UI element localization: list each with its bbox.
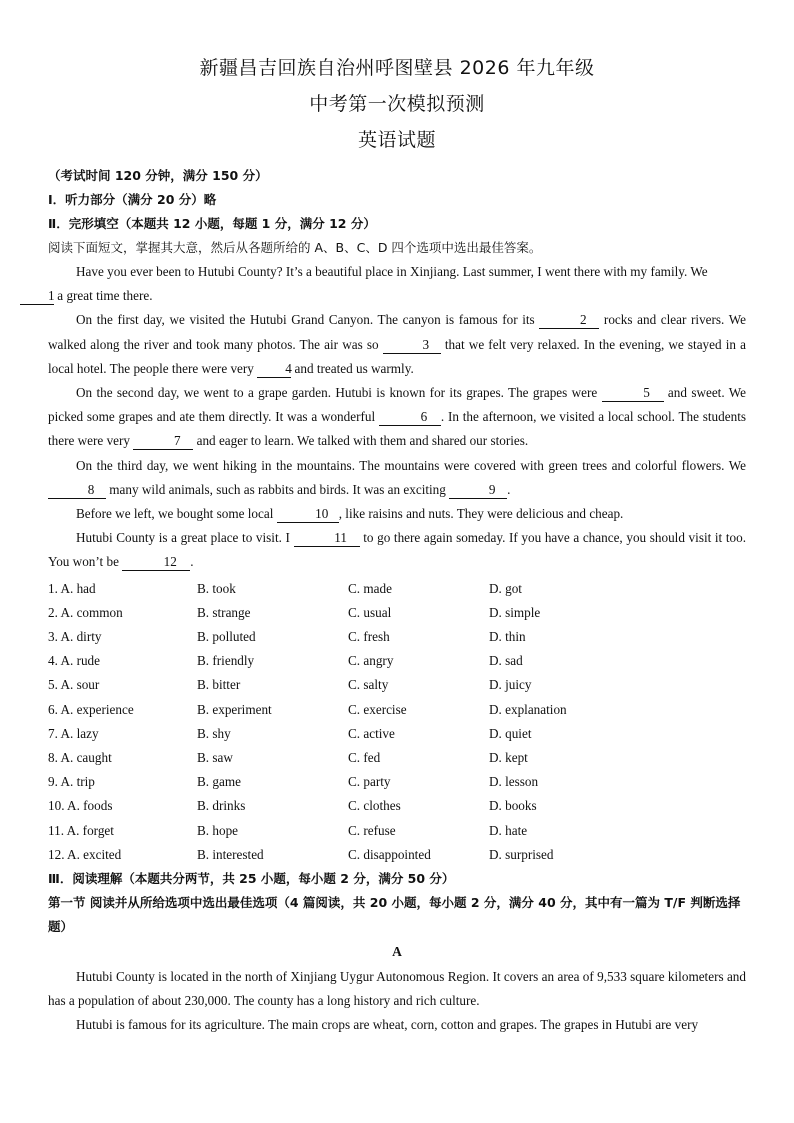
option-a[interactable]: 9. A. trip bbox=[48, 774, 95, 790]
passage-text: and treated us warmly. bbox=[291, 360, 414, 376]
exam-title-line1: 新疆昌吉回族自治州呼图壁县 2026 年九年级 bbox=[199, 57, 595, 79]
option-b[interactable]: B. friendly bbox=[197, 653, 255, 669]
option-d[interactable]: D. simple bbox=[489, 604, 541, 620]
passage-paragraph bbox=[48, 260, 746, 308]
option-b[interactable]: B. experiment bbox=[197, 701, 272, 717]
blank-11: 11 bbox=[294, 530, 360, 547]
option-a[interactable]: 11. A. forget bbox=[48, 822, 114, 838]
option-d[interactable]: D. thin bbox=[489, 629, 526, 645]
option-a[interactable]: 3. A. dirty bbox=[48, 629, 102, 645]
option-row bbox=[48, 673, 746, 697]
blank-2: 2 bbox=[539, 312, 599, 329]
option-b[interactable]: B. polluted bbox=[197, 629, 256, 645]
option-row bbox=[48, 819, 746, 843]
option-c[interactable]: C. party bbox=[348, 774, 391, 790]
part2-instruction: 阅读下面短文，掌握其大意，然后从各题所给的 A、B、C、D 四个选项中选出最佳答案。 bbox=[48, 240, 542, 255]
blank-1: 1 bbox=[20, 288, 54, 305]
blank-3: 3 bbox=[383, 337, 441, 354]
option-row bbox=[48, 746, 746, 770]
blank-7: 7 bbox=[133, 433, 193, 450]
part2-heading: Ⅱ．完形填空（本题共 12 小题，每题 1 分，满分 12 分） bbox=[48, 216, 376, 231]
passage-paragraph bbox=[48, 454, 746, 502]
option-row bbox=[48, 722, 746, 746]
option-a[interactable]: 4. A. rude bbox=[48, 653, 101, 669]
option-d[interactable]: D. kept bbox=[489, 750, 528, 766]
passage-text: . bbox=[190, 554, 194, 570]
blank-8: 8 bbox=[48, 482, 106, 499]
blank-6: 6 bbox=[379, 409, 441, 426]
blank-5: 5 bbox=[602, 385, 664, 402]
passage-text: , like raisins and nuts. They were delicious and cheap. bbox=[338, 506, 624, 522]
part1-heading: Ⅰ．听力部分（满分 20 分）略 bbox=[48, 192, 217, 207]
option-row bbox=[48, 601, 746, 625]
option-c[interactable]: C. salty bbox=[348, 677, 389, 693]
option-d[interactable]: D. surprised bbox=[489, 846, 554, 862]
option-a[interactable]: 2. A. common bbox=[48, 604, 123, 620]
option-a[interactable]: 10. A. foods bbox=[48, 798, 113, 814]
option-row bbox=[48, 794, 746, 818]
passage-text: and eager to learn. We talked with them and shared our stories. bbox=[193, 433, 529, 449]
option-b[interactable]: B. hope bbox=[197, 822, 239, 838]
passage-text: Have you ever been to Hutubi County? It’s a beautiful place in Xinjiang. Last summer, I went there with my family. We bbox=[76, 264, 708, 279]
option-d[interactable]: D. books bbox=[489, 798, 537, 814]
option-c[interactable]: C. usual bbox=[348, 604, 392, 620]
passage-text: On the second day, we went to a grape garden. Hutubi is known for its grapes. The grapes were bbox=[76, 385, 602, 401]
passage-text: to go there again someday. If you have a chance, you should visit it too. You won’t be bbox=[48, 530, 746, 570]
option-d[interactable]: D. lesson bbox=[489, 774, 539, 790]
passage-paragraph bbox=[48, 526, 746, 574]
option-b[interactable]: B. game bbox=[197, 774, 241, 790]
cloze-passage bbox=[48, 260, 746, 575]
option-row bbox=[48, 770, 746, 794]
option-b[interactable]: B. took bbox=[197, 580, 236, 596]
exam-title-line3: 英语试题 bbox=[357, 129, 436, 151]
passage-text: Before we left, we bought some local bbox=[76, 506, 277, 522]
option-c[interactable]: C. refuse bbox=[348, 822, 396, 838]
cloze-options bbox=[48, 577, 746, 867]
reading-a-paragraph-1: Hutubi County is located in the north of Xinjiang Uygur Autonomous Region. It covers an area of 9,533 square kilometers and has a population of about 230,000. The county has a long history and rich culture. bbox=[48, 969, 746, 1009]
passage-text: Hutubi County is a great place to visit. I bbox=[76, 530, 294, 546]
exam-page bbox=[48, 50, 746, 1038]
passage-text: On the first day, we visited the Hutubi Grand Canyon. The canyon is famous for its bbox=[76, 312, 540, 328]
option-c[interactable]: C. angry bbox=[348, 653, 394, 669]
option-c[interactable]: C. fed bbox=[348, 750, 381, 766]
option-row bbox=[48, 625, 746, 649]
option-row bbox=[48, 698, 746, 722]
passage-paragraph bbox=[48, 308, 746, 381]
passage-text: and sweet. We picked some grapes and ate them directly. It was a wonderful bbox=[48, 385, 746, 425]
reading-a-label: A bbox=[392, 944, 402, 960]
option-c[interactable]: C. made bbox=[348, 580, 392, 596]
option-a[interactable]: 8. A. caught bbox=[48, 750, 112, 766]
option-c[interactable]: C. clothes bbox=[348, 798, 401, 814]
passage-paragraph bbox=[48, 381, 746, 454]
option-a[interactable]: 5. A. sour bbox=[48, 677, 100, 693]
exam-title-line2: 中考第一次模拟预测 bbox=[309, 93, 485, 115]
blank-4: 4 bbox=[257, 361, 291, 378]
option-d[interactable]: D. sad bbox=[489, 653, 523, 669]
passage-text: . In the afternoon, we visited a local school. The students there were very bbox=[48, 409, 746, 449]
option-b[interactable]: B. shy bbox=[197, 725, 231, 741]
blank-12: 12 bbox=[122, 554, 190, 571]
option-a[interactable]: 1. A. had bbox=[48, 580, 96, 596]
option-row bbox=[48, 577, 746, 601]
option-b[interactable]: B. saw bbox=[197, 750, 233, 766]
passage-text: many wild animals, such as rabbits and birds. It was an exciting bbox=[106, 481, 450, 497]
blank-10: 10 bbox=[277, 506, 339, 523]
passage-text: that we felt very relaxed. In the evening, we stayed in a local hotel. The people there were very bbox=[48, 336, 746, 376]
passage-paragraph bbox=[48, 502, 746, 526]
option-c[interactable]: C. exercise bbox=[348, 701, 407, 717]
passage-text: a great time there. bbox=[54, 288, 153, 304]
part3-heading: Ⅲ．阅读理解（本题共分两节，共 25 小题，每小题 2 分，满分 50 分） bbox=[48, 871, 455, 887]
option-b[interactable]: B. bitter bbox=[197, 677, 241, 693]
option-b[interactable]: B. strange bbox=[197, 604, 251, 620]
option-row bbox=[48, 843, 746, 867]
exam-info: （考试时间 120 分钟，满分 150 分） bbox=[48, 168, 268, 183]
option-a[interactable]: 12. A. excited bbox=[48, 846, 122, 862]
option-d[interactable]: D. hate bbox=[489, 822, 528, 838]
passage-text: On the third day, we went hiking in the mountains. The mountains were covered with green trees and colorful flowers. We bbox=[76, 457, 746, 473]
option-d[interactable]: D. got bbox=[489, 580, 522, 596]
reading-a-paragraph-2: Hutubi is famous for its agriculture. The main crops are wheat, corn, cotton and grapes. The grapes in Hutubi are very bbox=[76, 1017, 699, 1033]
option-a[interactable]: 6. A. experience bbox=[48, 701, 134, 717]
passage-text: rocks and clear rivers. We walked along the river and took many photos. The air was so bbox=[48, 312, 746, 352]
option-c[interactable]: C. disappointed bbox=[348, 846, 431, 862]
option-d[interactable]: D. juicy bbox=[489, 677, 532, 693]
option-c[interactable]: C. fresh bbox=[348, 629, 390, 645]
option-a[interactable]: 7. A. lazy bbox=[48, 725, 99, 741]
option-c[interactable]: C. active bbox=[348, 725, 395, 741]
option-d[interactable]: D. explanation bbox=[489, 701, 567, 717]
option-b[interactable]: B. drinks bbox=[197, 798, 246, 814]
option-d[interactable]: D. quiet bbox=[489, 725, 532, 741]
option-b[interactable]: B. interested bbox=[197, 846, 264, 862]
passage-text: . bbox=[507, 481, 511, 497]
blank-9: 9 bbox=[449, 482, 507, 499]
section1-heading: 第一节 阅读并从所给选项中选出最佳选项（4 篇阅读，共 20 小题，每小题 2 分，满分 40 分，其中有一篇为 T/F 判断选择题） bbox=[48, 895, 741, 935]
option-row bbox=[48, 649, 746, 673]
